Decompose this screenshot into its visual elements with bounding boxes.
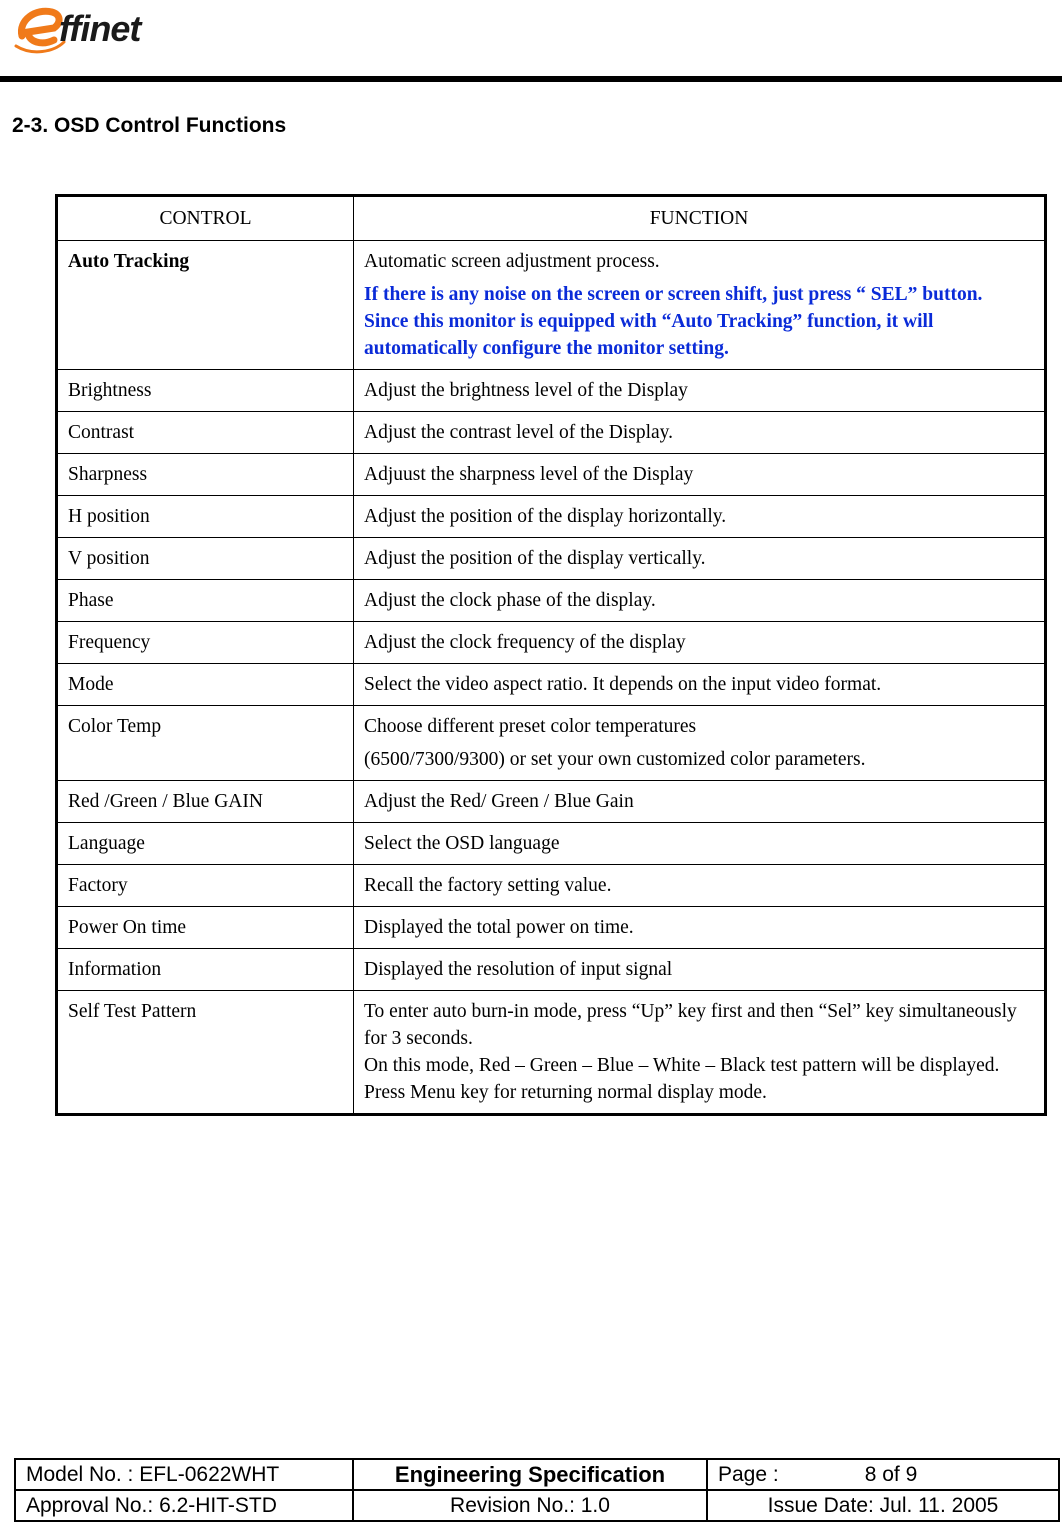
footer-row-1 <box>15 1459 1059 1490</box>
function-cell: Adjust the Red/ Green / Blue Gain <box>354 781 1046 823</box>
issue-date: Issue Date: Jul. 11. 2005 <box>707 1490 1059 1521</box>
header-rule <box>0 76 1062 82</box>
function-cell: Adjust the position of the display vertically. <box>354 538 1046 580</box>
auto-tracking-line2: If there is any noise on the screen or screen shift, just press “ SEL” button. <box>364 284 983 305</box>
osd-control-table <box>55 194 1047 1116</box>
control-cell: Brightness <box>57 370 354 412</box>
control-cell: Sharpness <box>57 454 354 496</box>
self-test-line1: To enter auto burn-in mode, press “Up” key first and then “Sel” key simultaneously for 3 seconds. <box>364 1001 1017 1049</box>
function-cell: Adjuust the sharpness level of the Display <box>354 454 1046 496</box>
control-cell: Language <box>57 823 354 865</box>
table-row <box>57 865 1046 907</box>
table-row <box>57 949 1046 991</box>
function-color-temp <box>354 706 1046 781</box>
table-row <box>57 454 1046 496</box>
color-temp-line2: (6500/7300/9300) or set your own customized color parameters. <box>364 749 866 770</box>
model-number: Model No. : EFL-0622WHT <box>15 1459 353 1490</box>
section-title: 2-3. OSD Control Functions <box>12 114 287 137</box>
table-row-color-temp <box>57 706 1046 781</box>
control-cell: Mode <box>57 664 354 706</box>
approval-number: Approval No.: 6.2-HIT-STD <box>15 1490 353 1521</box>
table-row <box>57 412 1046 454</box>
function-self-test <box>354 991 1046 1115</box>
function-auto-tracking <box>354 241 1046 370</box>
table-row-self-test <box>57 991 1046 1115</box>
control-cell: Information <box>57 949 354 991</box>
control-color-temp: Color Temp <box>57 706 354 781</box>
function-cell: Adjust the clock frequency of the display <box>354 622 1046 664</box>
function-cell: Adjust the contrast level of the Display. <box>354 412 1046 454</box>
header-control: CONTROL <box>57 196 354 241</box>
function-cell: Recall the factory setting value. <box>354 865 1046 907</box>
table-row-auto-tracking <box>57 241 1046 370</box>
control-cell: Power On time <box>57 907 354 949</box>
table-row <box>57 907 1046 949</box>
footer-info-table <box>14 1458 1060 1522</box>
control-auto-tracking: Auto Tracking <box>57 241 354 370</box>
control-cell: Frequency <box>57 622 354 664</box>
page-label: Page : <box>718 1462 779 1486</box>
control-cell: V position <box>57 538 354 580</box>
table-header-row <box>57 196 1046 241</box>
table-row <box>57 622 1046 664</box>
table-row <box>57 496 1046 538</box>
table-row <box>57 781 1046 823</box>
auto-tracking-line3: Since this monitor is equipped with “Auto Tracking” function, it will automatically configure the monitor setting. <box>364 311 934 359</box>
control-self-test: Self Test Pattern <box>57 991 354 1115</box>
table-row <box>57 823 1046 865</box>
page-number: 8 of 9 <box>864 1462 918 1486</box>
document-type: Engineering Specification <box>353 1459 707 1490</box>
footer-row-2 <box>15 1490 1059 1521</box>
table-row <box>57 538 1046 580</box>
function-cell: Adjust the position of the display horizontally. <box>354 496 1046 538</box>
page-indicator <box>707 1459 1059 1490</box>
logo-text: ffinet <box>59 8 141 49</box>
color-temp-line1: Choose different preset color temperatures <box>364 716 697 737</box>
effinet-logo <box>14 2 184 58</box>
function-cell: Adjust the clock phase of the display. <box>354 580 1046 622</box>
header-function: FUNCTION <box>354 196 1046 241</box>
revision-number: Revision No.: 1.0 <box>353 1490 707 1521</box>
table-row <box>57 370 1046 412</box>
function-cell: Displayed the resolution of input signal <box>354 949 1046 991</box>
control-cell: Phase <box>57 580 354 622</box>
function-cell: Select the OSD language <box>354 823 1046 865</box>
auto-tracking-line1: Automatic screen adjustment process. <box>364 251 660 272</box>
table-row <box>57 664 1046 706</box>
self-test-line2: On this mode, Red – Green – Blue – White – Black test pattern will be displayed. Press Menu key for returning normal display mode. <box>364 1055 1000 1103</box>
function-cell: Adjust the brightness level of the Display <box>354 370 1046 412</box>
control-cell: Red /Green / Blue GAIN <box>57 781 354 823</box>
function-cell: Displayed the total power on time. <box>354 907 1046 949</box>
table-row <box>57 580 1046 622</box>
control-cell: H position <box>57 496 354 538</box>
control-cell: Factory <box>57 865 354 907</box>
function-cell: Select the video aspect ratio. It depends on the input video format. <box>354 664 1046 706</box>
control-cell: Contrast <box>57 412 354 454</box>
